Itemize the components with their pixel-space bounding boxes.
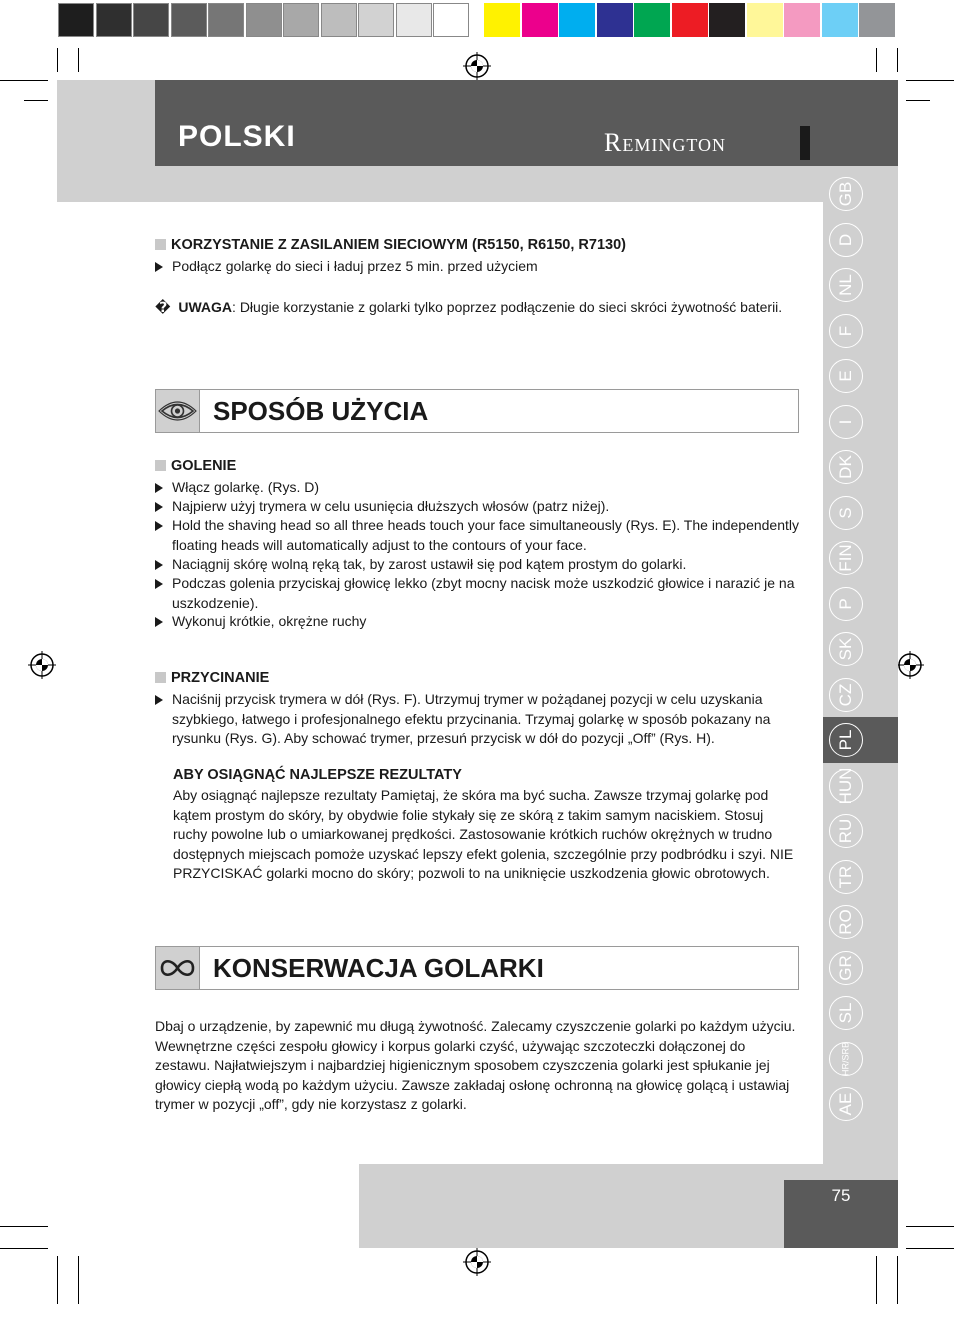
crop-mark (57, 48, 58, 72)
color-swatch (784, 3, 820, 37)
warning-paragraph: � UWAGA: Długie korzystanie z golarki tylko poprzez podłączenie do sieci skróci żywotność baterii. (155, 299, 783, 315)
brand-logo: Remington (604, 128, 727, 157)
crop-mark (78, 1256, 79, 1304)
logo-bar (800, 126, 810, 160)
registration-mark-icon (28, 651, 56, 679)
registration-mark-icon (896, 651, 924, 679)
color-swatch (283, 3, 319, 37)
page-number: 75 (831, 1186, 851, 1205)
color-swatch (597, 3, 633, 37)
infinity-icon (156, 947, 200, 989)
care-section-header (155, 946, 799, 990)
color-swatch (559, 3, 595, 37)
mains-heading: KORZYSTANIE Z ZASILANIEM SIECIOWYM (R5150, R6150, R7130) (155, 237, 626, 253)
language-tab-gr[interactable]: GR (829, 951, 863, 985)
registration-mark-icon (463, 1248, 491, 1276)
crop-mark (906, 1248, 954, 1249)
color-swatch (133, 3, 169, 37)
language-tab-f[interactable]: F (829, 314, 863, 348)
usage-section-title: SPOSÓB UŻYCIA (213, 396, 429, 426)
color-swatch (747, 3, 783, 37)
list-item: Podłącz golarkę do sieci i ładuj przez 5 min. przed użyciem (155, 257, 800, 277)
color-swatch (171, 3, 207, 37)
warning-icon: � (155, 299, 171, 315)
eye-icon (156, 390, 200, 432)
color-swatch (522, 3, 558, 37)
language-tab-hr-srb[interactable]: HR/SRB (829, 1042, 863, 1076)
language-tab-hun[interactable]: HUN (829, 769, 863, 803)
color-swatch (396, 3, 432, 37)
language-tab-gb[interactable]: GB (829, 177, 863, 211)
language-tab-sl[interactable]: SL (829, 996, 863, 1030)
language-tab-ro[interactable]: RO (829, 905, 863, 939)
usage-section-header (155, 389, 799, 433)
best-results-text: Aby osiągnąć najlepsze rezultaty Pamiętaj, że skóra ma być sucha. Zawsze trzymaj golarkę pod kątem prostym do skóry, by obydwie folie stykały się ze skórą z takim samym naciskiem. Stosuj ruchy powolne lub o umiarkowanej prędkości. Zastosowanie krótkich ruchów okrężnych w trudno dostępnych miejscach pomoże uzyskać lepszy efekt golenia, szczególnie przy podbródku i szyi. NIE PRZYCISKAĆ golarki mocno do skóry; pozwoli to na uniknięcie uszkodzenia głowic obrotowych. (173, 787, 794, 881)
language-tab-pl[interactable]: PL (829, 723, 863, 757)
crop-mark (897, 1256, 898, 1304)
list-item: Włącz golarkę. (Rys. D) (155, 478, 800, 498)
crop-mark (906, 100, 930, 101)
best-results-heading: ABY OSIĄGNĄĆ NAJLEPSZE REZULTATY (173, 767, 462, 783)
language-tab-sk[interactable]: SK (829, 632, 863, 666)
crop-mark (24, 100, 48, 101)
color-swatch (358, 3, 394, 37)
page-title: POLSKI (178, 120, 296, 153)
warning-label: UWAGA (178, 299, 233, 315)
color-swatch (208, 3, 244, 37)
language-tab-fin[interactable]: FIN (829, 541, 863, 575)
square-bullet-icon (155, 672, 166, 683)
list-item: Hold the shaving head so all three heads touch your face simultaneously (Rys. E). The independently floating heads will automatically adjust to the contours of your face. (155, 516, 800, 555)
crop-mark (906, 1226, 954, 1227)
care-section-title: KONSERWACJA GOLARKI (213, 953, 544, 983)
crop-mark (897, 48, 898, 72)
language-tab-ae[interactable]: AE (829, 1087, 863, 1121)
crop-mark (876, 1256, 877, 1304)
trimming-heading: PRZYCINANIE (155, 670, 269, 686)
list-item: Naciśnij przycisk trymera w dół (Rys. F). Utrzymuj trymer w pożądanej pozycji w celu uzyskania szybkiego, łatwego i profesjonalnego efektu przycinania. Trzymaj golarkę w sposób pokazany na rysunku (Rys. G). Aby schować trymer, przesuń przycisk w dół do pozycji „Off” (Rys. H). (155, 690, 800, 749)
language-tab-nl[interactable]: NL (829, 268, 863, 302)
list-item: Wykonuj krótkie, okrężne ruchy (155, 612, 800, 632)
square-bullet-icon (155, 460, 166, 471)
color-swatch (484, 3, 520, 37)
color-swatch (672, 3, 708, 37)
language-tab-i[interactable]: I (829, 405, 863, 439)
language-tab-p[interactable]: P (829, 587, 863, 621)
crop-mark (57, 1256, 58, 1304)
language-tab-tr[interactable]: TR (829, 860, 863, 894)
language-tab-d[interactable]: D (829, 223, 863, 257)
shaving-heading: GOLENIE (155, 458, 236, 474)
color-swatch (822, 3, 858, 37)
registration-mark-icon (463, 52, 491, 80)
crop-mark (0, 1226, 48, 1227)
list-item: Najpierw użyj trymera w celu usunięcia dłuższych włosów (patrz niżej). (155, 497, 800, 517)
list-item: Naciągnij skórę wolną ręką tak, by zarost ustawił się pod kątem prostym do golarki. (155, 555, 800, 575)
footer-white-block (57, 1164, 359, 1248)
crop-mark (0, 1248, 48, 1249)
color-swatch (634, 3, 670, 37)
crop-mark (78, 48, 79, 72)
square-bullet-icon (155, 239, 166, 250)
crop-mark (906, 80, 954, 81)
list-item: Podczas golenia przyciskaj głowicę lekko (zbyt mocny nacisk może uszkodzić głowice i narazić je na uszkodzenie). (155, 574, 800, 613)
language-tab-ru[interactable]: RU (829, 814, 863, 848)
crop-mark (876, 48, 877, 72)
language-tab-e[interactable]: E (829, 359, 863, 393)
color-swatch (321, 3, 357, 37)
color-swatch (859, 3, 895, 37)
color-swatch (96, 3, 132, 37)
language-tab-s[interactable]: S (829, 496, 863, 530)
color-swatch (433, 3, 469, 37)
crop-mark (0, 80, 48, 81)
color-swatch (709, 3, 745, 37)
care-text: Dbaj o urządzenie, by zapewnić mu długą żywotność. Zalecamy czyszczenie golarki po każdym użyciu. Wewnętrzne części zespołu głowicy i korpus golarki czyść, używając szczoteczki dołączonej do zestawu. Najłatwiejszym i najbardziej higienicznym sposobem czyszczenia golarki jest spłukanie jej głowicy ciepłą wodą po każdym użyciu. Zawsze zakładaj osłonę ochronną na głowicę golącą i ustawiaj trymer w pozycji „off”, gdy nie korzystasz z golarki. (155, 1018, 796, 1112)
language-tab-cz[interactable]: CZ (829, 678, 863, 712)
language-tab-dk[interactable]: DK (829, 450, 863, 484)
color-swatch (58, 3, 94, 37)
color-swatch (246, 3, 282, 37)
